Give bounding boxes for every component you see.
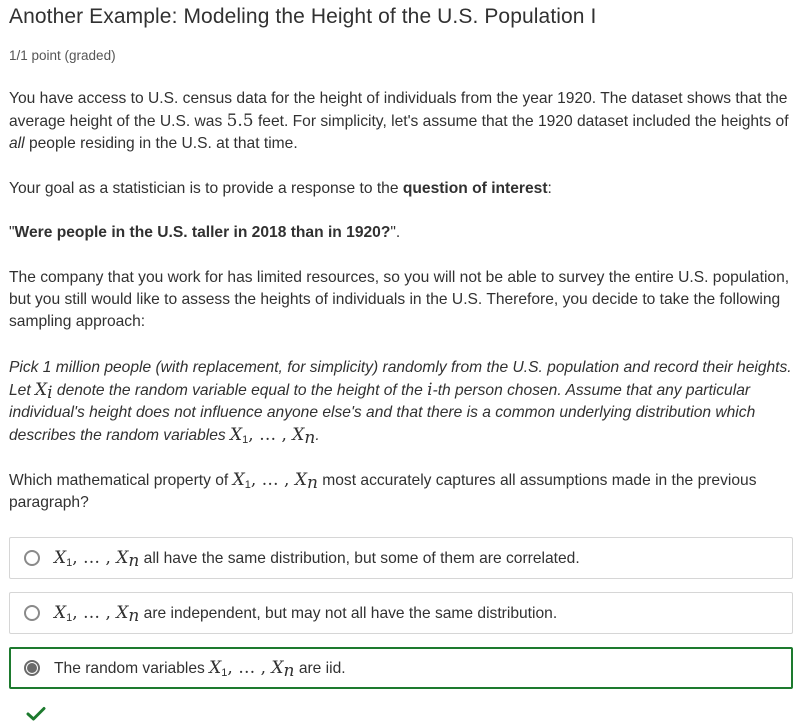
radio-button-3-selected[interactable] — [24, 660, 40, 676]
choice-option-2[interactable] — [9, 592, 793, 634]
paragraph-context: You have access to U.S. census data for the height of individuals from the year 1920. The dataset shows that the average height of the U.S. was 5.5 feet. For simplicity, let's assume that the 1920 dataset included the heights of all people residing in the U.S. at that time. — [9, 90, 789, 152]
paragraph-resources: The company that you work for has limited resources, so you will not be able to survey the entire U.S. population, but you still would like to assess the heights of individuals in the U.S. Therefore, you decide to take the following sampling approach: — [9, 269, 790, 330]
problem-title: Another Example: Modeling the Height of the U.S. Population I — [9, 5, 597, 28]
paragraph-goal: Your goal as a statistician is to provide a response to the question of interest: — [9, 180, 552, 197]
choice-label-1: $X_1$, … , $X_n$ all have the same distribution, but some of them are correlated. — [54, 548, 580, 571]
radio-button-2[interactable] — [24, 605, 40, 621]
radio-button-1[interactable] — [24, 550, 40, 566]
choice-label-2: $X_1$, … , $X_n$ are independent, but may not all have the same distribution. — [54, 603, 558, 626]
choice-option-1[interactable] — [9, 537, 793, 579]
choice-label-3: The random variables $X_1$, … , $X_n$ are iid. — [54, 658, 346, 681]
paragraph-sampling: Pick 1 million people (with replacement, for simplicity) randomly from the U.S. population and record their heights. Let $X_i$ denote the random variable equal to the height of the i-th person chosen. Assume that any particular individual's height does not influence anyone else's and that there is a common underlying distribution which describes the random variables $X_1$, … , $X_n$. — [9, 359, 792, 448]
checkmark-icon — [26, 706, 46, 727]
question-of-interest: "Were people in the U.S. taller in 2018 than in 1920?". — [9, 224, 401, 241]
choice-option-3[interactable] — [9, 647, 793, 689]
radio-selected-dot — [27, 663, 37, 673]
question-prompt: Which mathematical property of $X_1$, … , $X_n$ most accurately captures all assumptions made in the previous paragraph? — [9, 470, 757, 511]
points-label: 1/1 point (graded) — [9, 48, 116, 63]
